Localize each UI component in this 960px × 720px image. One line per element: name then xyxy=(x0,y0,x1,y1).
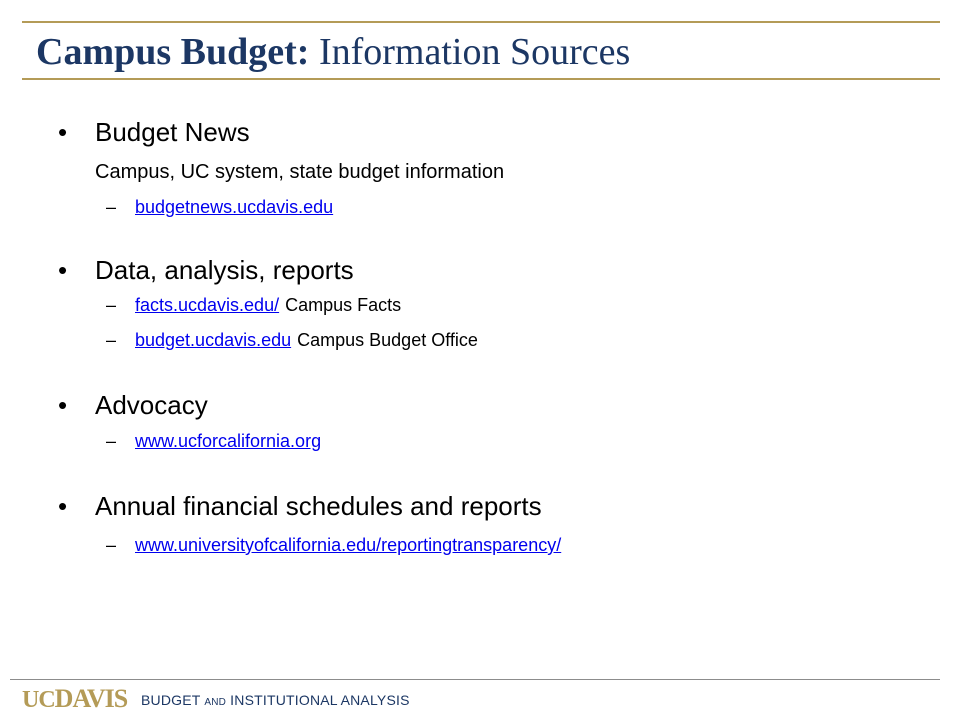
title-rest: Information Sources xyxy=(318,31,631,73)
footer-label-part1: BUDGET xyxy=(141,692,205,708)
footer-label-and: AND xyxy=(204,697,227,708)
dash-marker: – xyxy=(106,197,117,217)
dash-marker: – xyxy=(106,330,117,350)
bullet-icon: • xyxy=(58,117,68,147)
link-item xyxy=(106,329,478,351)
logo-uc: UC xyxy=(22,687,55,713)
link-campus-facts[interactable]: facts.ucdavis.edu/ xyxy=(135,295,280,315)
link-item xyxy=(106,430,321,452)
link-note: Campus Budget Office xyxy=(297,330,478,350)
bullet-icon: • xyxy=(58,491,68,521)
section-heading: Annual financial schedules and reports xyxy=(95,491,542,521)
dash-marker: – xyxy=(106,535,117,555)
link-budgetnews[interactable]: budgetnews.ucdavis.edu xyxy=(135,197,334,217)
logo-davis: DAVIS xyxy=(54,684,128,713)
link-budget-office[interactable]: budget.ucdavis.edu xyxy=(135,330,292,350)
footer-department-label xyxy=(141,691,410,712)
section-heading: Data, analysis, reports xyxy=(95,255,354,285)
ucdavis-logo xyxy=(22,684,127,715)
link-item xyxy=(106,196,333,218)
section-description: Campus, UC system, state budget information xyxy=(95,161,505,183)
footer-label-part2: INSTITUTIONAL ANALYSIS xyxy=(226,692,410,708)
link-note: Campus Facts xyxy=(285,295,402,315)
title-bold: Campus Budget: xyxy=(36,31,310,73)
section-heading: Budget News xyxy=(95,117,250,147)
page-title xyxy=(36,28,630,76)
link-ucforcalifornia[interactable]: www.ucforcalifornia.org xyxy=(135,431,322,451)
dash-marker: – xyxy=(106,431,117,451)
top-rule xyxy=(22,21,940,23)
link-item xyxy=(106,534,561,556)
footer-rule xyxy=(10,679,940,680)
bullet-icon: • xyxy=(58,390,68,420)
dash-marker: – xyxy=(106,295,117,315)
bullet-icon: • xyxy=(58,255,68,285)
section-heading: Advocacy xyxy=(95,390,208,420)
link-reporting-transparency[interactable]: www.universityofcalifornia.edu/reportingtransparency/ xyxy=(135,535,562,555)
title-rule xyxy=(22,78,940,80)
link-item xyxy=(106,294,401,316)
